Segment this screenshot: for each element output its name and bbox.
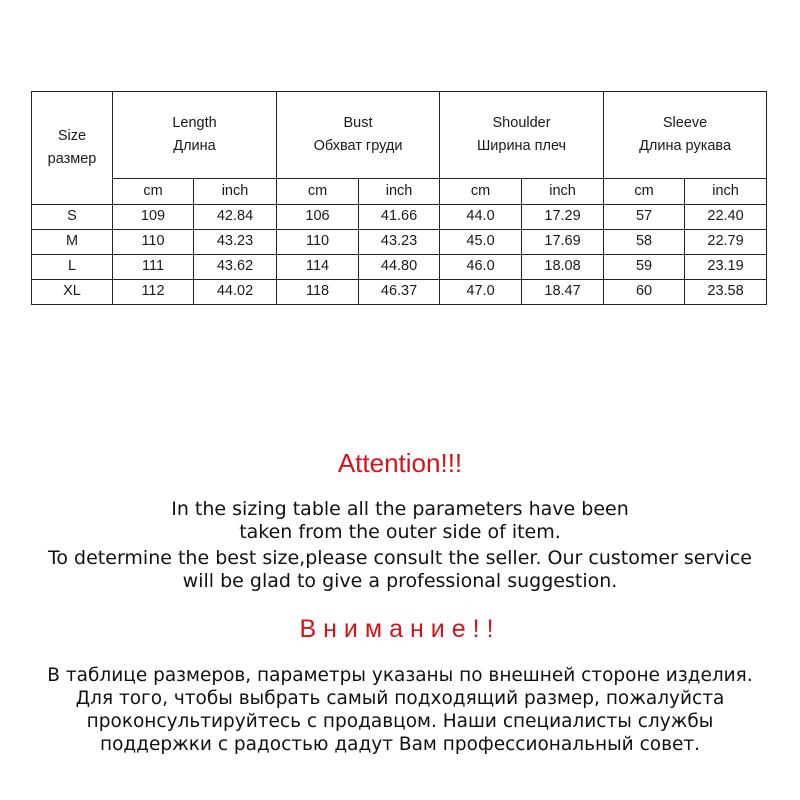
table-cell: 43.62 xyxy=(194,255,277,280)
table-cell: 44.0 xyxy=(440,205,522,230)
attention-heading-en: Attention!!! xyxy=(337,448,463,478)
size-header-ru: размер xyxy=(47,151,97,167)
column-header-en: Sleeve xyxy=(662,114,708,131)
unit-cell: cm xyxy=(604,179,685,205)
table-cell: 57 xyxy=(604,205,685,230)
table-cell: 110 xyxy=(277,230,359,255)
size-cell: M xyxy=(32,230,113,255)
table-cell: 114 xyxy=(277,255,359,280)
shoulder-header-cell xyxy=(440,92,604,179)
notice-line: will be glad to give a professional suggestion. xyxy=(182,570,618,592)
unit-cell: cm xyxy=(277,179,359,205)
table-cell: 22.40 xyxy=(685,205,767,230)
unit-cell: inch xyxy=(359,179,440,205)
table-cell: 18.08 xyxy=(522,255,604,280)
unit-cell: inch xyxy=(685,179,767,205)
size-table xyxy=(31,91,767,305)
table-cell: 112 xyxy=(113,280,194,305)
column-header-en: Bust xyxy=(343,114,373,131)
table-cell: 60 xyxy=(604,280,685,305)
table-cell: 17.69 xyxy=(522,230,604,255)
length-header-cell xyxy=(113,92,277,179)
notice-line: To determine the best size,please consult the seller. Our customer service xyxy=(48,547,752,569)
table-cell: 110 xyxy=(113,230,194,255)
column-header-ru: Длина xyxy=(173,138,216,154)
table-cell: 18.47 xyxy=(522,280,604,305)
size-cell: L xyxy=(32,255,113,280)
table-row xyxy=(32,255,767,280)
column-header-en: Shoulder xyxy=(492,114,551,131)
size-cell: XL xyxy=(32,280,113,305)
notice-text-ru xyxy=(0,664,800,756)
table-cell: 41.66 xyxy=(359,205,440,230)
unit-cell: inch xyxy=(522,179,604,205)
notice-line: Для того, чтобы выбрать самый подходящий размер, пожалуйста xyxy=(75,688,725,709)
table-row xyxy=(32,280,767,305)
attention-heading-ru: Внимание!! xyxy=(299,615,501,643)
table-cell: 111 xyxy=(113,255,194,280)
table-cell: 59 xyxy=(604,255,685,280)
table-row xyxy=(32,230,767,255)
unit-cell: cm xyxy=(113,179,194,205)
column-header-en: Length xyxy=(172,114,217,131)
size-header-en: Size xyxy=(57,127,87,144)
table-cell: 106 xyxy=(277,205,359,230)
column-header-ru: Обхват груди xyxy=(313,138,403,154)
table-header-row xyxy=(32,92,767,179)
table-cell: 43.23 xyxy=(359,230,440,255)
table-cell: 46.0 xyxy=(440,255,522,280)
notice-line: В таблице размеров, параметры указаны по внешней стороне изделия. xyxy=(47,665,753,686)
table-cell: 42.84 xyxy=(194,205,277,230)
table-cell: 43.23 xyxy=(194,230,277,255)
table-cell: 45.0 xyxy=(440,230,522,255)
size-cell: S xyxy=(32,205,113,230)
column-header-ru: Длина рукава xyxy=(639,138,732,154)
table-cell: 23.19 xyxy=(685,255,767,280)
table-cell: 118 xyxy=(277,280,359,305)
unit-cell: cm xyxy=(440,179,522,205)
table-cell: 58 xyxy=(604,230,685,255)
table-cell: 17.29 xyxy=(522,205,604,230)
size-header-cell xyxy=(32,92,113,205)
notice-line: поддержки с радостью дадут Вам профессиональный совет. xyxy=(99,734,701,755)
notice-text-en xyxy=(0,498,800,593)
table-cell: 47.0 xyxy=(440,280,522,305)
notice-line: In the sizing table all the parameters have been xyxy=(171,498,629,520)
table-cell: 23.58 xyxy=(685,280,767,305)
notice-line: проконсультируйтесь с продавцом. Наши специалисты службы xyxy=(86,711,714,732)
bust-header-cell xyxy=(277,92,440,179)
table-cell: 22.79 xyxy=(685,230,767,255)
notice-line: taken from the outer side of item. xyxy=(239,521,561,543)
table-cell: 109 xyxy=(113,205,194,230)
table-cell: 44.80 xyxy=(359,255,440,280)
table-row xyxy=(32,205,767,230)
table-cell: 44.02 xyxy=(194,280,277,305)
unit-cell: inch xyxy=(194,179,277,205)
table-cell: 46.37 xyxy=(359,280,440,305)
unit-row xyxy=(32,179,767,205)
column-header-ru: Ширина плеч xyxy=(476,138,567,154)
sleeve-header-cell xyxy=(604,92,767,179)
